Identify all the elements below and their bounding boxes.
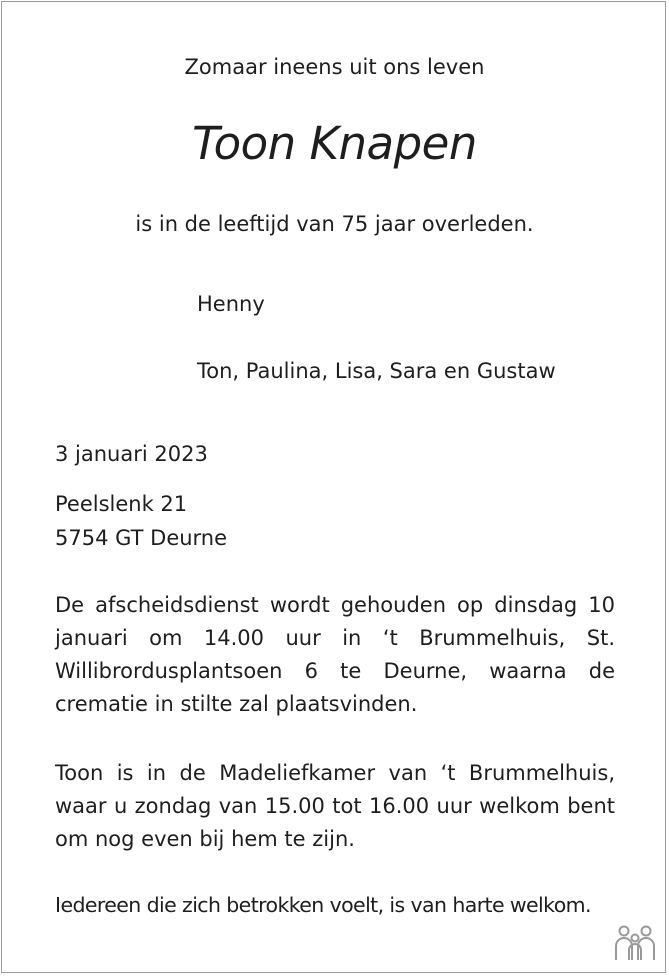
address-street: Peelslenk 21: [55, 492, 188, 516]
notice-date: 3 januari 2023: [55, 442, 208, 466]
deceased-name: Toon Knapen: [192, 117, 477, 170]
visit-paragraph: Toon is in de Madeliefkamer van ‘t Brummelhuis, waar u zondag van 15.00 tot 16.00 uur welkom bent om nog even bij hem te zijn.: [55, 761, 615, 851]
intro-line: Zomaar ineens uit ons leven: [184, 55, 485, 79]
family-members-children: Ton, Paulina, Lisa, Sara en Gustaw: [197, 359, 556, 383]
family-circles-icon: [612, 922, 658, 962]
age-line: is in de leeftijd van 75 jaar overleden.: [135, 212, 534, 236]
service-paragraph: De afscheidsdienst wordt gehouden op dinsdag 10 januari om 14.00 uur in ‘t Brummelhuis, St. Willibrordusplantsoen 6 te Deurne, waarna de crematie in stilte zal plaatsvinden.: [55, 593, 615, 716]
family-member-spouse: Henny: [197, 292, 265, 316]
address-city: 5754 GT Deurne: [55, 526, 228, 550]
closing-line: Iedereen die zich betrokken voelt, is van harte welkom.: [55, 893, 591, 917]
